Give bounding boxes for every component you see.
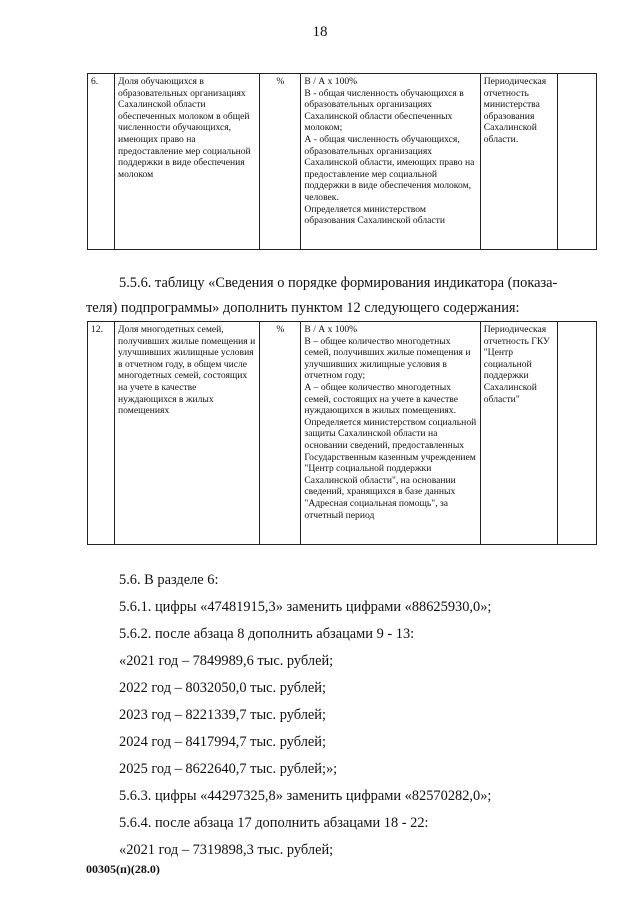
formula-line: Определяется министерством образования Сахалинской области: [304, 203, 445, 227]
row-number: 6.: [88, 74, 115, 250]
formula-cell: [301, 322, 480, 545]
paragraph-line: теля) подпрограммы» дополнить пунктом 12 следующего содержания:: [86, 300, 520, 316]
indicator-description: Доля многодетных семей, получивших жилые помещения и улучшивших жилищные условия в отчетном году, в общем числе многодетных семей, состоящих на учете в качестве нуждающихся в жилых помещениях: [115, 322, 260, 545]
formula-line: Определяется министерством социальной защиты Сахалинской области на основании сведений, предоставленных Государственным казенным учреждением "Центр социальной поддержки Сахалинской области", на основании сведений, хранящихся в базе данных "Адресная социальная помощь", за отчетный период: [304, 416, 477, 521]
formula-cell: [301, 74, 480, 250]
text-line: 2025 год – 8622640,7 тыс. рублей;»;: [119, 761, 338, 777]
formula: В / А х 100%: [304, 324, 358, 335]
formula-line: В – общее количество многодетных семей, получивших жилые помещения и улучшивших жилищные условия в отчетном году;: [304, 335, 471, 382]
formula-line: В - общая численность обучающихся в образовательных организациях Сахалинской области обеспеченных молоком;: [304, 87, 464, 134]
empty-cell: [557, 322, 596, 545]
table-row: [88, 322, 597, 545]
unit-cell: %: [260, 322, 301, 545]
formula-line: А - общая численность обучающихся, образовательных организациях Сахалинской области, имеющих право на предоставление мер социальной поддержки в виде обеспечения молоком, человек.: [304, 133, 475, 203]
paragraph-line: 5.5.6. таблицу «Сведения о порядке формирования индикатора (показа-: [119, 275, 558, 291]
text-line: 5.6. В разделе 6:: [119, 572, 219, 588]
indicator-table-row-6: [87, 73, 597, 250]
document-code: 00305(п)(28.0): [86, 862, 160, 876]
text-line: 5.6.1. цифры «47481915,3» заменить цифрами «88625930,0»;: [119, 599, 492, 615]
row-number: 12.: [88, 322, 115, 545]
text-line: «2021 год – 7319898,3 тыс. рублей;: [119, 842, 334, 858]
unit-cell: %: [260, 74, 301, 250]
text-line: 5.6.4. после абзаца 17 дополнить абзацами 18 - 22:: [119, 815, 429, 831]
indicator-description: Доля обучающихся в образовательных организациях Сахалинской области обеспеченных молоком в общей численности обучающихся, имеющих право на предоставление мер социальной поддержки в виде обеспечения молоком: [115, 74, 260, 250]
table-row: [88, 74, 597, 250]
text-line: 2024 год – 8417994,7 тыс. рублей;: [119, 734, 326, 750]
text-line: 5.6.2. после абзаца 8 дополнить абзацами 9 - 13:: [119, 626, 415, 642]
text-line: 2023 год – 8221339,7 тыс. рублей;: [119, 707, 326, 723]
formula: В / А х 100%: [304, 76, 358, 87]
empty-cell: [557, 74, 596, 250]
indicator-table-row-12: [87, 321, 597, 545]
text-line: 2022 год – 8032050,0 тыс. рублей;: [119, 680, 326, 696]
text-line: 5.6.3. цифры «44297325,8» заменить цифрами «82570282,0»;: [119, 788, 492, 804]
text-line: «2021 год – 7849989,6 тыс. рублей;: [119, 653, 334, 669]
source-cell: Периодическая отчетность ГКУ "Центр социальной поддержки Сахалинской области": [480, 322, 557, 545]
source-cell: Периодическая отчетность министерства образования Сахалинской области.: [480, 74, 557, 250]
formula-line: А – общее количество многодетных семей, состоящих на учете в качестве нуждающихся в жилых помещениях.: [304, 381, 459, 417]
page-number: 18: [312, 24, 328, 40]
